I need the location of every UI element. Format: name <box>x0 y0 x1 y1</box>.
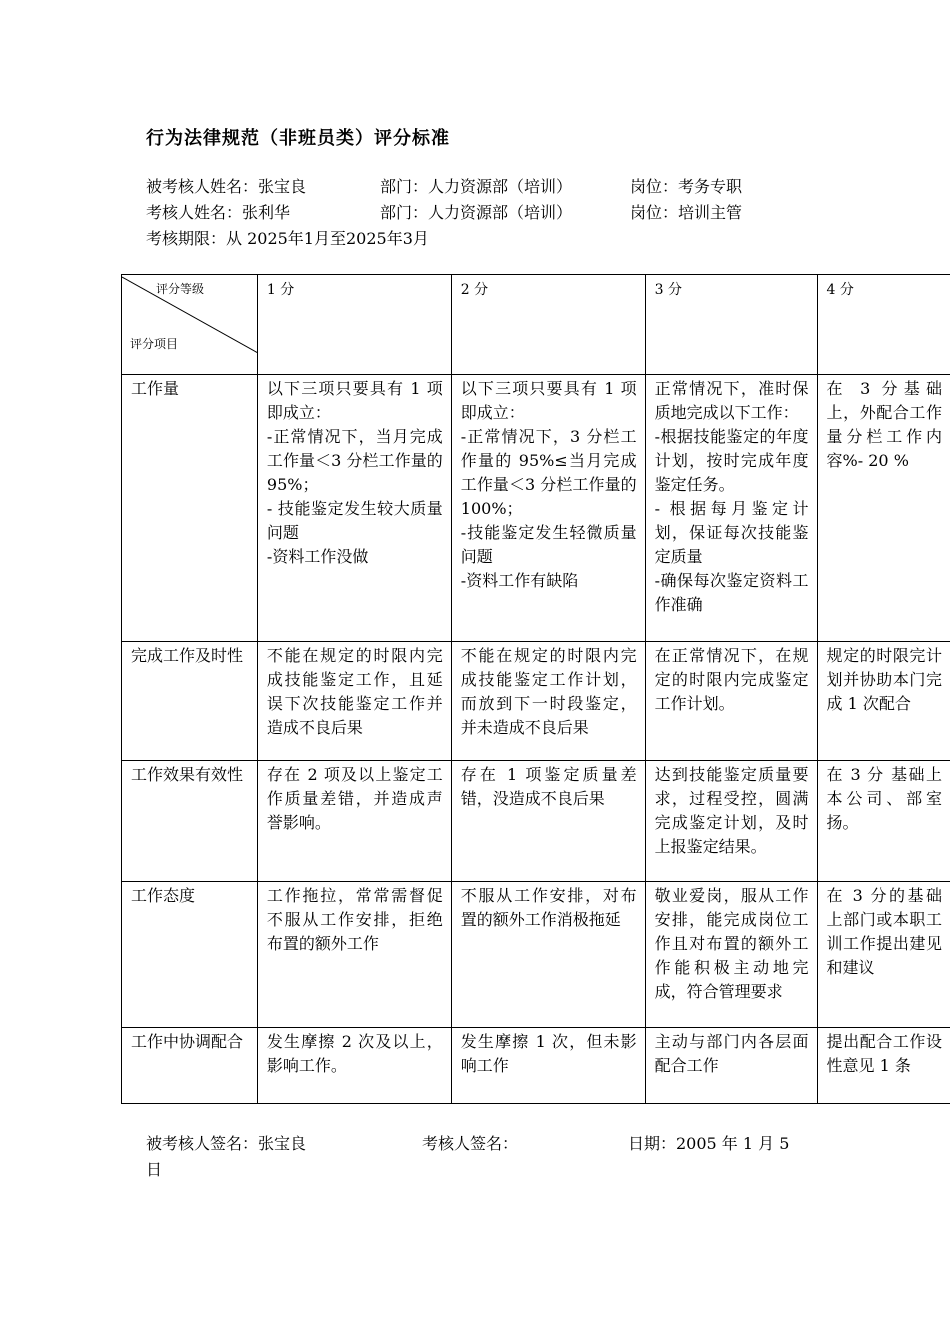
sign-date-tail: 日 <box>146 1160 163 1179</box>
scoring-table <box>121 274 950 1104</box>
examinee-department: 部门：人力资源部（培训） <box>380 177 573 196</box>
examiner-department: 部门：人力资源部（培训） <box>380 203 573 222</box>
header-score-4: 4 分 <box>817 275 950 375</box>
header-score-3: 3 分 <box>645 275 817 375</box>
header-score-1: 1 分 <box>257 275 451 375</box>
score-cell: 敬业爱岗，服从工作安排，能完成岗位工作且对布置的额外工作能积极主动地完成，符合管理要求 <box>645 882 817 1028</box>
header-score-2: 2 分 <box>451 275 645 375</box>
examinee-signature: 被考核人签名：张宝良 <box>146 1134 307 1153</box>
cell-line: 以下三项只要具有 1 项即成立： <box>266 379 443 422</box>
corner-grade-label: 评分等级 <box>156 282 205 296</box>
row-label: 完成工作及时性 <box>122 642 258 761</box>
cell-line: -资料工作有缺陷 <box>460 571 579 590</box>
cell-line: -根据技能鉴定的年度计划，按时完成年度鉴定任务。 <box>654 427 809 494</box>
table-row-workload <box>122 375 950 642</box>
score-cell <box>645 375 817 642</box>
table-row-timeliness <box>122 642 950 761</box>
cell-line: - 根据每月鉴定计划，保证每次技能鉴定质量 <box>654 499 809 566</box>
cell-line: 以下三项只要具有 1 项即成立： <box>460 379 637 422</box>
header-corner-cell <box>122 275 258 375</box>
corner-item-label: 评分项目 <box>130 337 179 351</box>
examiner-post: 岗位：培训主管 <box>630 203 743 222</box>
page-title: 行为法律规范（非班员类）评分标准 <box>146 128 450 149</box>
examiner-signature: 考核人签名： <box>422 1134 519 1153</box>
score-cell <box>817 375 950 642</box>
header-row <box>122 275 950 375</box>
row-label: 工作态度 <box>122 882 258 1028</box>
row-label: 工作量 <box>122 375 258 642</box>
table-row-effectiveness <box>122 761 950 882</box>
score-cell: 不能在规定的时限内完成技能鉴定工作计划，而放到下一时段鉴定，并未造成不良后果 <box>451 642 645 761</box>
examiner-name: 考核人姓名：张利华 <box>146 203 291 222</box>
examinee-name: 被考核人姓名：张宝良 <box>146 177 307 196</box>
score-cell: 不服从工作安排，对布置的额外工作消极拖延 <box>451 882 645 1028</box>
score-cell: 在 3 分 基础上本公司、部室扬。 <box>817 761 950 882</box>
cell-line: -资料工作没做 <box>266 547 369 566</box>
score-cell: 存在 1 项鉴定质量差错，没造成不良后果 <box>451 761 645 882</box>
cell-line: 正常情况下，准时保质地完成以下工作： <box>654 379 809 422</box>
examinee-post: 岗位：考务专职 <box>630 177 743 196</box>
table-row-coordination <box>122 1028 950 1104</box>
score-cell <box>257 375 451 642</box>
score-cell: 发生摩擦 1 次，但未影响工作 <box>451 1028 645 1104</box>
score-cell: 发生摩擦 2 次及以上，影响工作。 <box>257 1028 451 1104</box>
score-cell <box>451 375 645 642</box>
score-cell: 在 3 分的基础上部门或本职工训工作提出建见和建议 <box>817 882 950 1028</box>
cell-line: - 技能鉴定发生较大质量问题 <box>266 499 443 542</box>
cell-line: -正常情况下，3 分栏工作量的 95%≤当月完成工作量＜3 分栏工作量的 100%； <box>460 427 637 518</box>
score-cell: 规定的时限完计划并协助本门完成 1 次配合 <box>817 642 950 761</box>
score-cell: 不能在规定的时限内完成技能鉴定工作，且延误下次技能鉴定工作并造成不良后果 <box>257 642 451 761</box>
cell-line: -技能鉴定发生轻微质量问题 <box>460 523 637 566</box>
sign-date: 日期：2005 年 1 月 5 <box>628 1134 790 1153</box>
score-cell: 提出配合工作设性意见 1 条 <box>817 1028 950 1104</box>
cell-line: -确保每次鉴定资料工作准确 <box>654 571 809 614</box>
cell-line: -正常情况下，当月完成工作量＜3 分栏工作量的 95%； <box>266 427 443 494</box>
row-label: 工作中协调配合 <box>122 1028 258 1104</box>
score-cell: 存在 2 项及以上鉴定工作质量差错，并造成声誉影响。 <box>257 761 451 882</box>
assessment-period: 考核期限：从 2025年1月至2025年3月 <box>146 229 429 248</box>
cell-line: 在 3 分基础上，外配合工作量分栏工作内容%- 20 % <box>826 379 942 470</box>
score-cell: 主动与部门内各层面配合工作 <box>645 1028 817 1104</box>
score-cell: 达到技能鉴定质量要求，过程受控，圆满完成鉴定计划，及时上报鉴定结果。 <box>645 761 817 882</box>
score-cell: 在正常情况下，在规定的时限内完成鉴定工作计划。 <box>645 642 817 761</box>
score-cell: 工作拖拉，常常需督促不服从工作安排，拒绝布置的额外工作 <box>257 882 451 1028</box>
table-row-attitude <box>122 882 950 1028</box>
row-label: 工作效果有效性 <box>122 761 258 882</box>
